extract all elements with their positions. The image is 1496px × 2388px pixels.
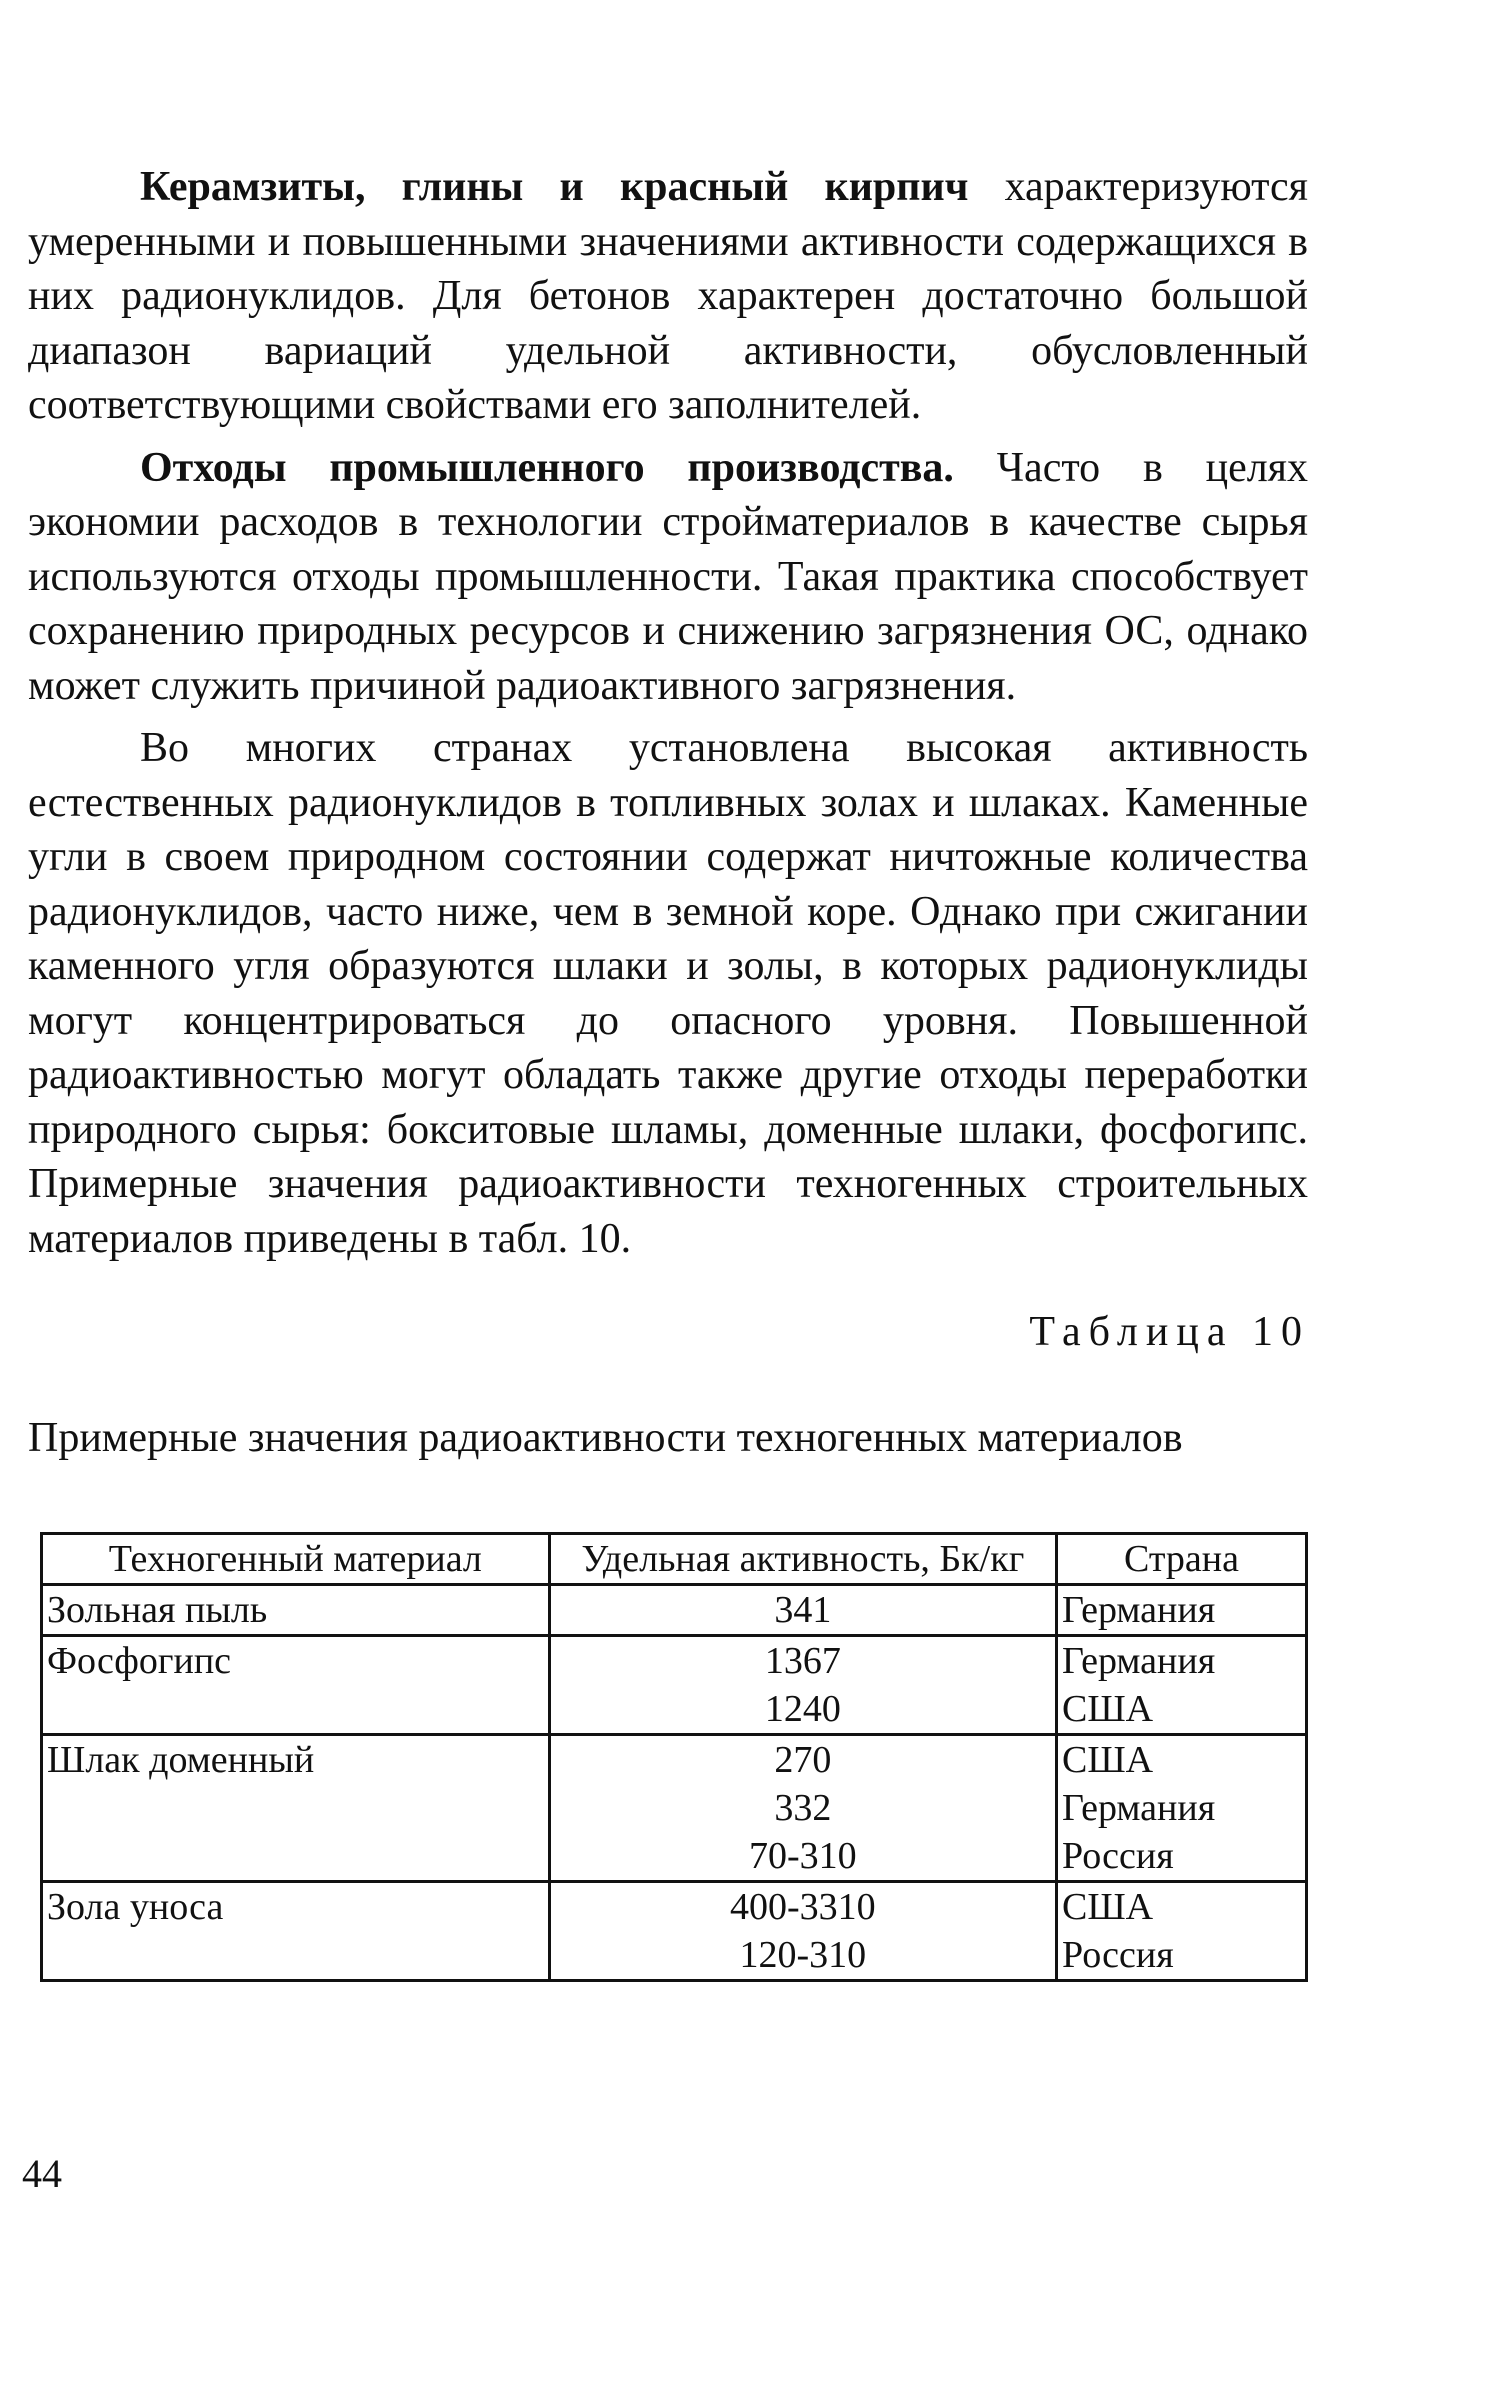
activity-value: 1367	[764, 1640, 841, 1682]
country-value: Германия	[1062, 1787, 1216, 1829]
cell-country	[1057, 1636, 1307, 1735]
table-title: Примерные значения радиоактивности техногенных материалов	[28, 1415, 1183, 1461]
activity-value: 341	[774, 1589, 832, 1631]
table-row	[42, 1585, 1307, 1636]
activity-value: 120-310	[739, 1934, 867, 1976]
country-value: Германия	[1062, 1589, 1216, 1631]
cell-material: Шлак доменный	[42, 1735, 550, 1882]
header-material: Техногенный материал	[42, 1534, 550, 1585]
paragraph-1-text: характеризуются умеренными и повышенными значениями активности содержащихся в них радионуклидов. Для бетонов характерен достаточно большой диапазон вариаций удельной активности, обусловленный соответствующими свойствами его заполнителей.	[28, 164, 1308, 428]
country-value: США	[1062, 1688, 1154, 1730]
header-activity: Удельная активность, Бк/кг	[549, 1534, 1056, 1585]
cell-material: Зола уноса	[42, 1882, 550, 1981]
paragraph-3-text: Во многих странах установлена высокая активность естественных радионуклидов в топливных золах и шлаках. Каменные угли в своем природном состоянии содержат ничтожные количества радионуклидов, часто ниже, чем в земной коре. Однако при сжигании каменного угля образуются шлаки и золы, в которых радионуклиды могут концентрироваться до опасного уровня. Повышенной радиоактивностью могут обладать также другие отходы переработки природного сырья: бокситовые шламы, доменные шлаки, фосфогипс. Примерные значения радиоактивности техногенных строительных материалов приведены в табл. 10.	[28, 725, 1308, 1262]
activity-value: 400-3310	[729, 1886, 876, 1928]
activity-value: 70-310	[748, 1835, 857, 1877]
activity-value: 270	[774, 1739, 832, 1781]
paragraph-1-heading: Керамзиты, глины и красный кирпич	[140, 164, 969, 210]
header-country: Страна	[1057, 1534, 1307, 1585]
cell-activity	[549, 1882, 1056, 1981]
table-header-row	[42, 1534, 1307, 1585]
body-text	[28, 160, 1308, 1266]
cell-activity	[549, 1735, 1056, 1882]
country-value: Россия	[1062, 1934, 1174, 1976]
activity-value: 332	[774, 1787, 832, 1829]
paragraph-2	[28, 441, 1308, 714]
paragraph-1	[28, 160, 1308, 433]
cell-country	[1057, 1882, 1307, 1981]
activity-value: 1240	[764, 1688, 841, 1730]
paragraph-3	[28, 721, 1308, 1266]
cell-activity	[549, 1636, 1056, 1735]
cell-country	[1057, 1585, 1307, 1636]
paragraph-2-text: Часто в целях экономии расходов в технологии стройматериалов в качестве сырья используются отходы промышленности. Такая практика способствует сохранению природных ресурсов и снижению загрязнения ОС, однако может служить причиной радиоактивного загрязнения.	[28, 444, 1309, 709]
page-number: 44	[22, 2151, 62, 2196]
table-row	[42, 1636, 1307, 1735]
country-value: США	[1062, 1739, 1154, 1781]
table-row	[42, 1735, 1307, 1882]
country-value: Германия	[1062, 1640, 1216, 1682]
paragraph-2-heading: Отходы промышленного производства.	[140, 444, 954, 491]
cell-material: Фосфогипс	[42, 1636, 550, 1735]
cell-country	[1057, 1735, 1307, 1882]
country-value: США	[1062, 1886, 1154, 1928]
table-body	[42, 1585, 1307, 1981]
cell-material: Зольная пыль	[42, 1585, 550, 1636]
table-caption: Таблица 10	[1029, 1309, 1310, 1355]
country-value: Россия	[1062, 1835, 1174, 1877]
cell-activity	[549, 1585, 1056, 1636]
radioactivity-table	[40, 1532, 1308, 1982]
table-row	[42, 1882, 1307, 1981]
